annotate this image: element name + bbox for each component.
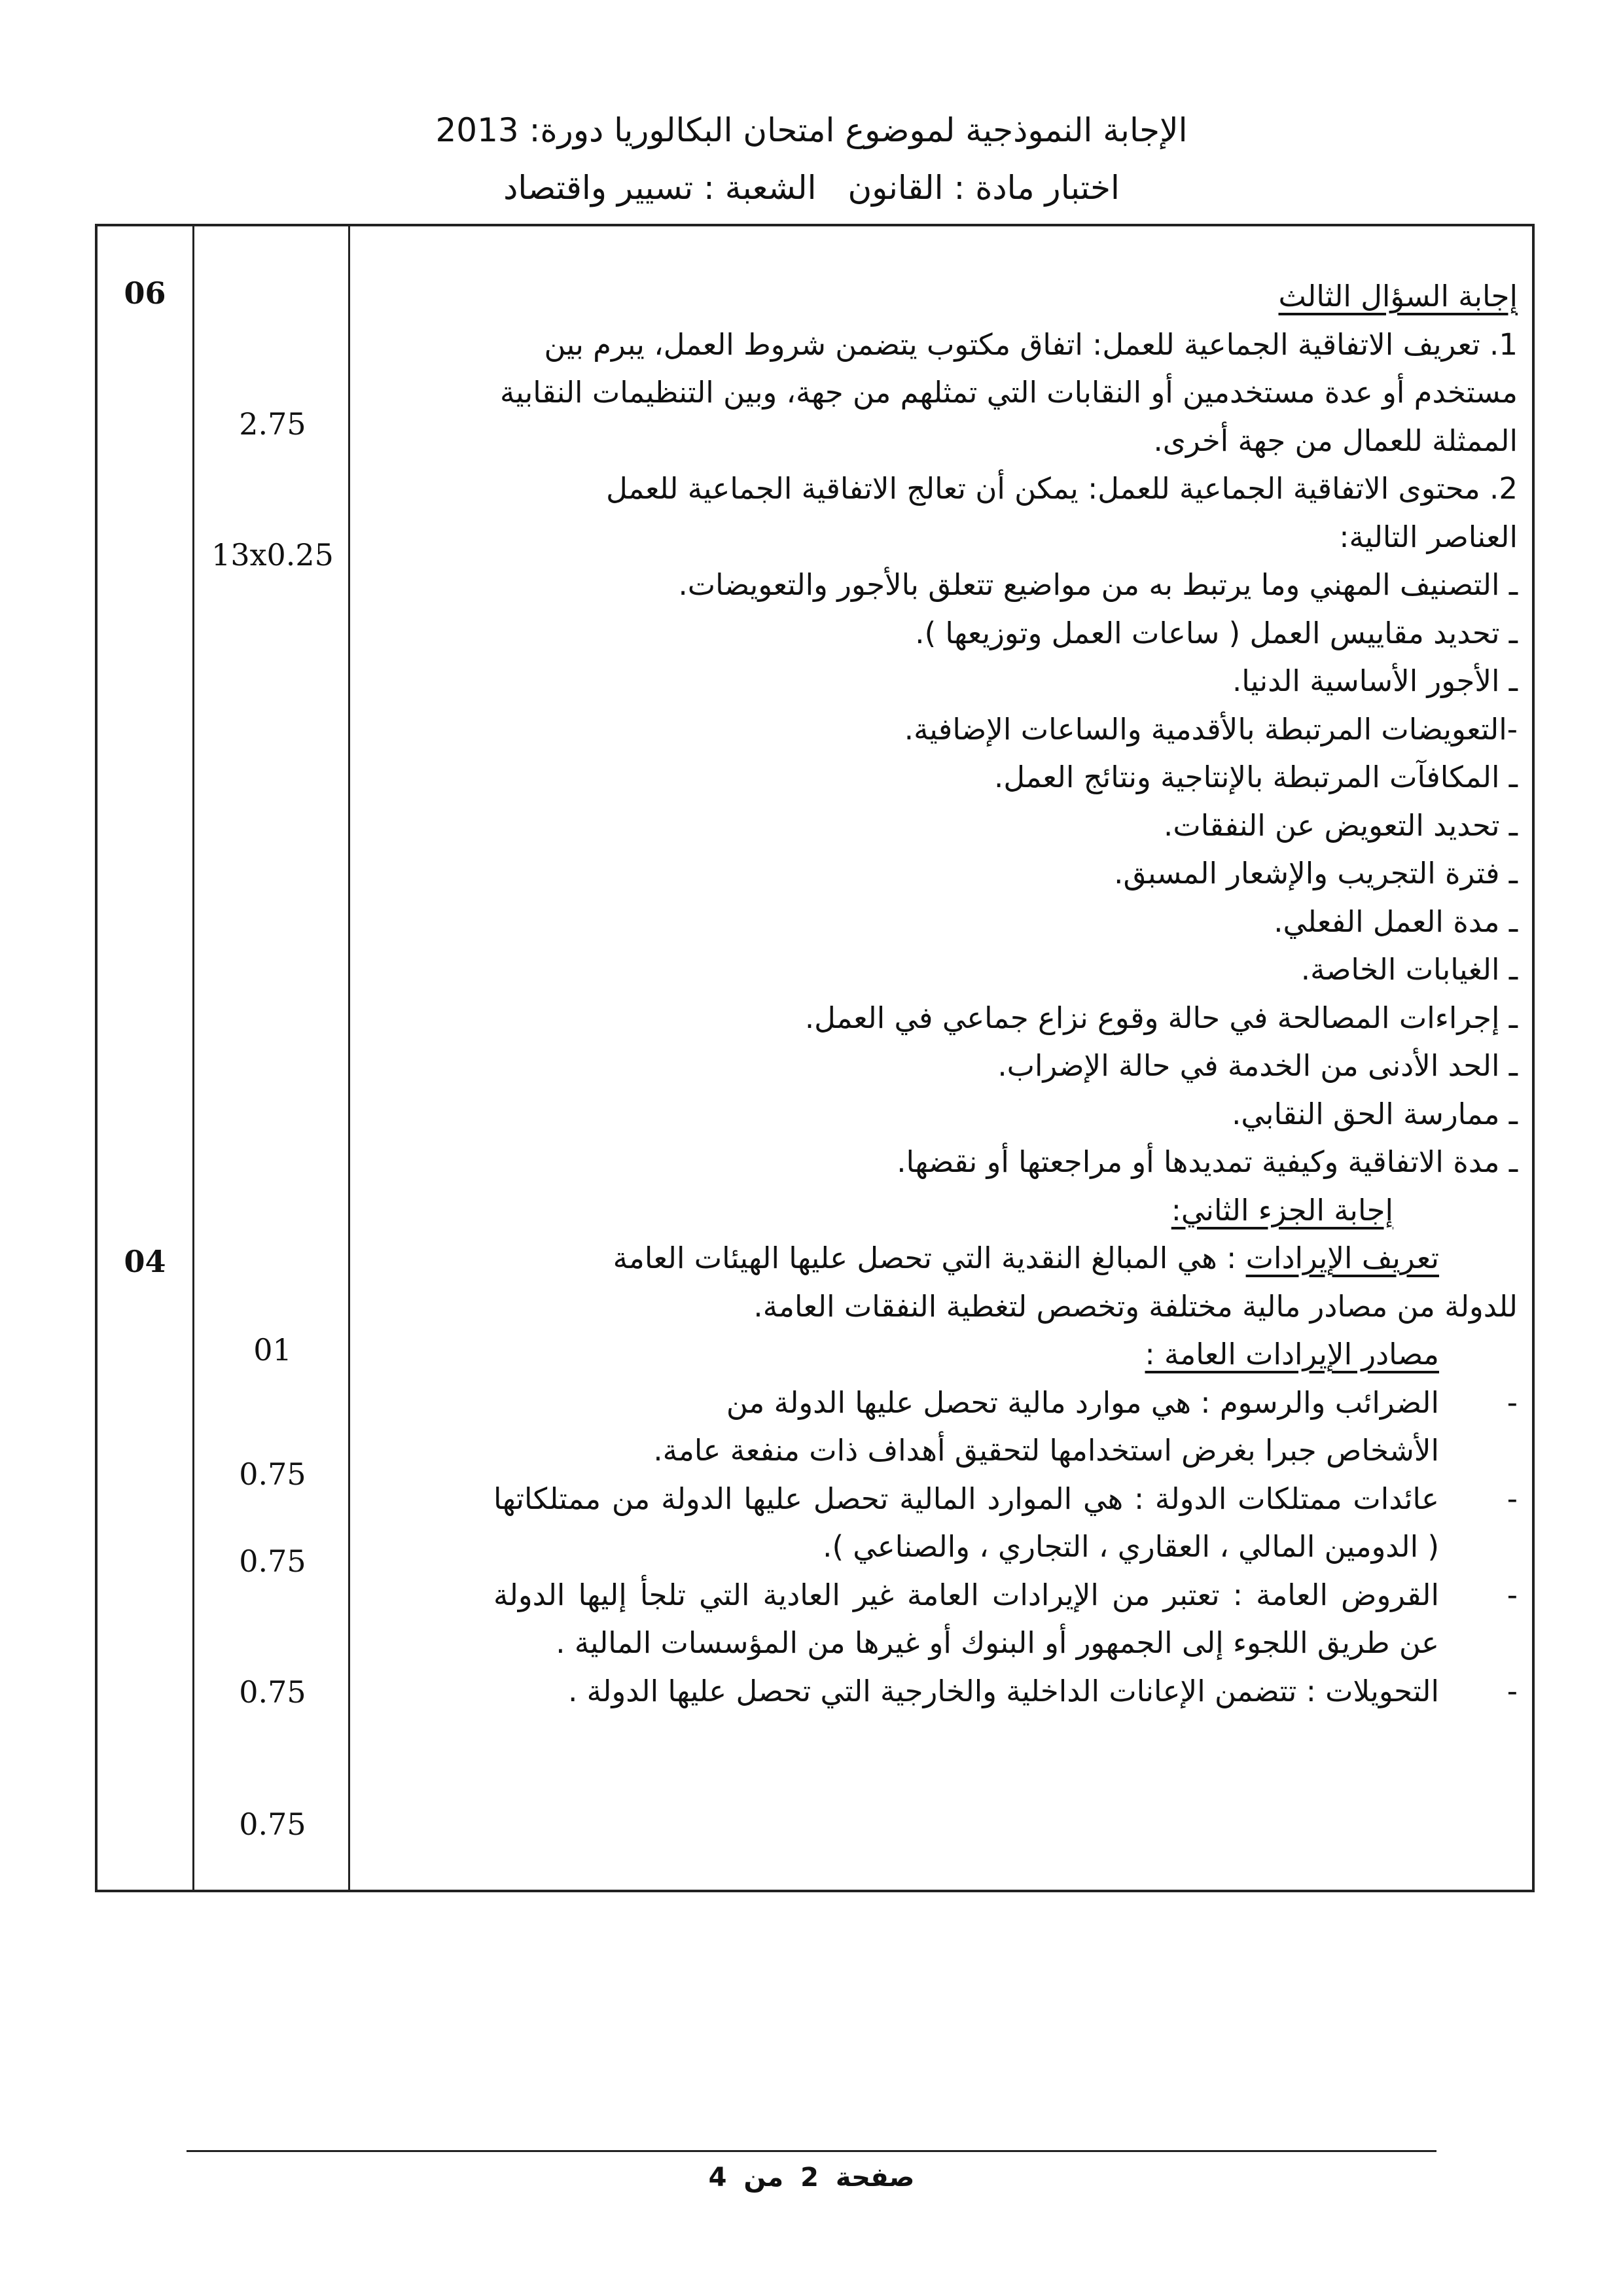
list-item: ـ الغيابات الخاصة. xyxy=(1300,952,1518,987)
agreement-content-line: 2. محتوى الاتفاقية الجماعية للعمل: يمكن أن تعالج الاتفاقية الجماعية للعمل xyxy=(606,471,1518,506)
state-property-text: عائدات ممتلكات الدولة : هي الموارد المالية تحصل عليها الدولة من ممتلكاتها ( الدومين المالي ، العقاري ، التجاري ، والصناعي ). xyxy=(493,1481,1439,1564)
page-of-word: من xyxy=(743,2163,784,2193)
list-item: ـ الحد الأدنى من الخدمة في حالة الإضراب. xyxy=(997,1048,1518,1083)
exam-title: الإجابة النموذجية لموضوع امتحان البكالوريا دورة: 2013 xyxy=(435,111,1188,149)
list-item-taxes xyxy=(493,1379,1518,1475)
page-total: 4 xyxy=(708,2163,727,2193)
loans-text: القروض العامة : تعتبر من الإيرادات العامة غير العادية التي تلجأ إليها الدولة عن طريق اللجوء إلى الجمهور أو البنوك أو غيرها من المؤسسات المالية . xyxy=(493,1577,1439,1660)
page-current: 2 xyxy=(800,2163,819,2193)
points-taxes: 0.75 xyxy=(239,1457,306,1492)
points-state-property: 0.75 xyxy=(239,1544,306,1579)
list-item: ـ المكافآت المرتبطة بالإنتاجية ونتائج العمل. xyxy=(994,760,1518,794)
agreement-definition-line: مستخدم أو عدة مستخدمين أو النقابات التي تمثلهم من جهة، وبين التنظيمات النقابية xyxy=(500,375,1518,410)
points-definition: 2.75 xyxy=(239,406,306,442)
part2-heading: إجابة الجزء الثاني: xyxy=(1171,1192,1393,1227)
stream-label: الشعبة : تسيير واقتصاد xyxy=(503,169,817,207)
list-item: ـ مدة العمل الفعلي. xyxy=(1274,904,1518,939)
points-content: 13x0.25 xyxy=(211,537,334,573)
part1-heading: إجابة السؤال الثالث xyxy=(1278,279,1518,313)
list-item: ـ فترة التجريب والإشعار المسبق. xyxy=(1114,856,1518,891)
dash-bullet: - xyxy=(1507,1385,1518,1420)
list-item: ـ ممارسة الحق النقابي. xyxy=(1232,1096,1518,1131)
dash-bullet: - xyxy=(1507,1481,1518,1516)
page-number xyxy=(0,2163,1623,2193)
exam-subtitle xyxy=(0,169,1623,207)
footer-divider xyxy=(187,2150,1436,2152)
column-divider xyxy=(192,226,194,1890)
taxes-text: الضرائب والرسوم : هي موارد مالية تحصل عليها الدولة من xyxy=(726,1385,1439,1420)
list-item-loans xyxy=(493,1571,1518,1667)
taxes-text: الأشخاص جبرا بغرض استخدامها لتحقيق أهداف ذات منفعة عامة. xyxy=(653,1433,1439,1468)
list-item: ـ تحديد مقاييس العمل ( ساعات العمل وتوزيعها ). xyxy=(915,615,1518,650)
points-revenue-definition: 01 xyxy=(253,1332,292,1368)
agreement-content-line: العناصر التالية: xyxy=(1339,519,1518,554)
dash-bullet: - xyxy=(1507,1577,1518,1612)
list-item: ـ تحديد التعويض عن النفقات. xyxy=(1164,807,1518,843)
agreement-definition-line: الممثلة للعمال من جهة أخرى. xyxy=(1153,423,1518,458)
agreement-definition-line: 1. تعريف الاتفاقية الجماعية للعمل: اتفاق مكتوب يتضمن شروط العمل، يبرم بين xyxy=(544,327,1518,362)
section-score-part1: 06 xyxy=(124,275,166,311)
list-item: ـ إجراءات المصالحة في حالة وقوع نزاع جماعي في العمل. xyxy=(804,1000,1518,1035)
revenue-definition: تعريف الإيرادات : هي المبالغ النقدية التي تحصل عليها الهيئات العامة xyxy=(613,1241,1439,1275)
part2-block xyxy=(493,1186,1518,1379)
list-item-state-property xyxy=(493,1475,1518,1571)
list-item: ـ التصنيف المهني وما يرتبط به من مواضيع تتعلق بالأجور والتعويضات. xyxy=(678,567,1518,602)
answer-table xyxy=(95,224,1535,1892)
points-transfers: 0.75 xyxy=(239,1807,306,1842)
list-item: -التعويضات المرتبطة بالأقدمية والساعات الإضافية. xyxy=(904,711,1518,747)
answer-content xyxy=(359,272,1518,1715)
page-word: صفحة xyxy=(835,2163,915,2193)
dash-bullet: - xyxy=(1507,1673,1518,1708)
list-item: ـ مدة الاتفاقية وكيفية تمديدها أو مراجعتها أو نقضها. xyxy=(897,1144,1518,1179)
section-score-part2: 04 xyxy=(124,1244,166,1279)
transfers-text: التحويلات : تتضمن الإعانات الداخلية والخارجية التي تحصل عليها الدولة . xyxy=(568,1673,1439,1708)
list-item: ـ الأجور الأساسية الدنيا. xyxy=(1232,663,1518,698)
list-item-transfers xyxy=(493,1667,1518,1716)
column-divider xyxy=(348,226,350,1890)
revenue-sources-heading: مصادر الإيرادات العامة : xyxy=(1145,1337,1439,1371)
agreement-elements-list xyxy=(359,561,1518,1186)
points-loans: 0.75 xyxy=(239,1674,306,1710)
revenue-definition-line: للدولة من مصادر مالية مختلفة وتخصص لتغطية النفقات العامة. xyxy=(753,1288,1518,1324)
subject-label: اختبار مادة : القانون xyxy=(847,169,1120,207)
